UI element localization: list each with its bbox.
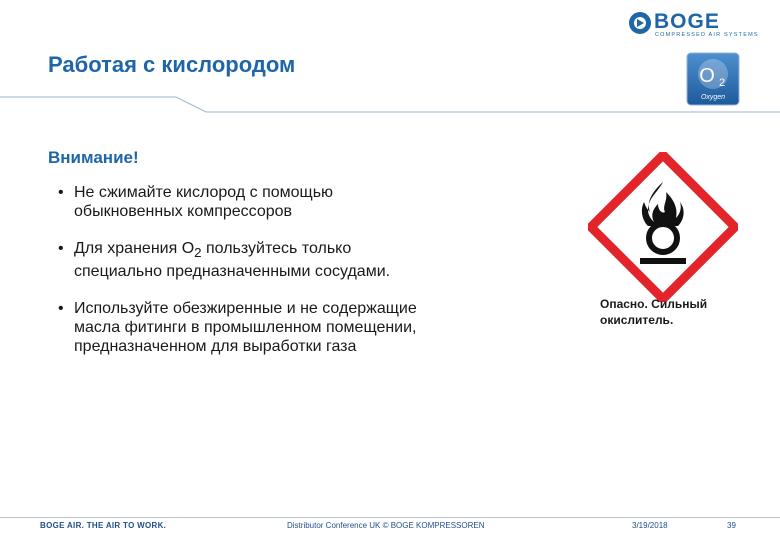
bullet-text-after: пользуйтесь только специально предназначенными сосудами. bbox=[74, 240, 391, 281]
bullet-text: Не сжимайте кислород с помощью обыкновенных компрессоров bbox=[74, 184, 334, 220]
bullet-icon: • bbox=[58, 184, 64, 201]
bullet-list bbox=[58, 183, 418, 374]
page-number: 39 bbox=[727, 521, 736, 530]
boge-logo bbox=[628, 10, 759, 40]
list-item bbox=[58, 183, 418, 221]
warning-caption: Опасно. Сильный окислитель. bbox=[600, 297, 708, 327]
badge-symbol: O bbox=[699, 65, 715, 87]
bullet-icon: • bbox=[58, 300, 64, 318]
oxygen-badge bbox=[686, 52, 740, 106]
list-item bbox=[58, 239, 418, 281]
title-divider bbox=[0, 90, 780, 120]
logo-tagline: COMPRESSED AIR SYSTEMS bbox=[655, 32, 759, 38]
footer-brand: BOGE AIR. THE AIR TO WORK. bbox=[40, 521, 167, 530]
boge-logo-mark-icon bbox=[628, 11, 652, 35]
badge-subscript: 2 bbox=[718, 77, 726, 89]
footer-date: 3/19/2018 bbox=[632, 521, 668, 530]
section-heading: Внимание! bbox=[48, 148, 139, 167]
oxidizer-flame-icon bbox=[588, 152, 738, 302]
footer-conference: Distributor Conference UK © BOGE KOMPRESSOREN bbox=[287, 521, 485, 530]
bullet-text: Для хранения O bbox=[74, 240, 195, 257]
bullet-text: Используйте обезжиренные и не содержащие масла фитинги в промышленном помещении, предназначенном для выработки газа bbox=[74, 300, 417, 356]
bullet-subscript: 2 bbox=[194, 245, 202, 261]
logo-wordmark: BOGE bbox=[654, 10, 720, 33]
bullet-icon: • bbox=[58, 240, 64, 257]
page-title: Работая с кислородом bbox=[48, 52, 296, 77]
badge-label: Oxygen bbox=[700, 94, 726, 101]
list-item bbox=[58, 299, 418, 356]
footer-divider bbox=[0, 517, 780, 518]
